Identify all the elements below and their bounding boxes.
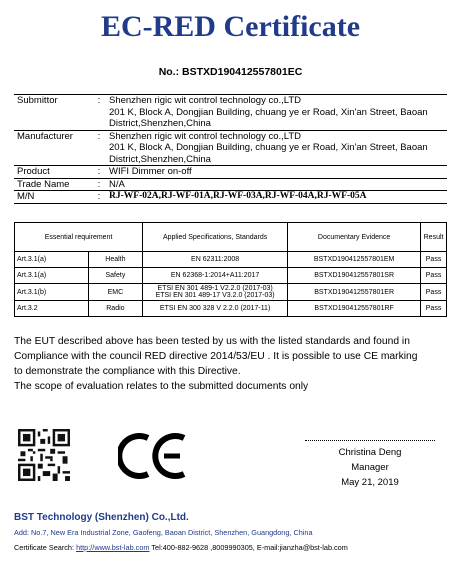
info-label: M/N	[17, 191, 35, 202]
certificate-search-line	[14, 543, 348, 552]
info-value-line: Shenzhen rigic wit control technology co.,LTD	[109, 95, 302, 106]
info-row	[14, 130, 447, 166]
info-colon: :	[97, 166, 101, 177]
documentary-evidence: BSTXD190412557801ER	[288, 284, 421, 301]
header-result: Result	[421, 223, 447, 252]
requirement-type: Safety	[88, 268, 142, 284]
requirement-type: Health	[88, 252, 142, 268]
info-label: Trade Name	[17, 178, 70, 190]
contact-info: Tel:400-882-9628 ,8009990305, E-mail:jianzha@bst-lab.com	[151, 543, 348, 552]
info-value-line: Shenzhen rigic wit control technology co.,LTD	[109, 130, 302, 142]
applied-specification	[143, 284, 288, 301]
specification-line: EN 62311:2008	[191, 256, 240, 263]
signature-block	[305, 440, 435, 490]
info-row	[14, 166, 447, 179]
applied-specification	[143, 268, 288, 284]
info-value	[106, 130, 447, 166]
header-applied-specifications: Applied Specifications, Standards	[143, 223, 288, 252]
requirement-type: EMC	[88, 284, 142, 301]
statement-paragraph	[14, 334, 454, 394]
info-colon: :	[97, 191, 101, 202]
company-address: Add: No.7, New Era Industrial Zone, Gaofeng, Baoan District, Shenzhen, Guangdong, China	[14, 528, 313, 537]
certificate-title: EC-RED Certificate	[100, 10, 361, 43]
specification-line: ETSI EN 300 328 V 2.2.0 (2017-11)	[159, 305, 271, 312]
certificate-number: No.: BSTXD190412557801EC	[158, 66, 303, 78]
info-colon: :	[97, 95, 101, 106]
requirement-article: Art.3.1(a)	[15, 252, 89, 268]
specification-line: ETSI EN 301 489-1 V2.2.0 (2017-03)	[157, 285, 273, 292]
requirement-type: Radio	[88, 301, 142, 317]
info-value-line: District,Shenzhen,China	[109, 118, 211, 129]
documentary-evidence: BSTXD190412557801EM	[288, 252, 421, 268]
statement-line: The EUT described above has been tested by us with the listed standards and found in	[14, 336, 410, 347]
info-row	[14, 95, 447, 131]
info-value-line: RJ-WF-02A,RJ-WF-01A,RJ-WF-03A,RJ-WF-04A,RJ-WF-05A	[109, 191, 367, 201]
info-colon: :	[97, 178, 101, 190]
info-label: Manufacturer	[17, 130, 73, 142]
info-row	[14, 178, 447, 191]
search-label: Certificate Search:	[14, 543, 75, 552]
result-value: Pass	[421, 284, 447, 301]
specification-line: ETSI EN 301 489-17 V3.2.0 (2017-03)	[155, 292, 275, 299]
signature-date: May 21, 2019	[341, 477, 399, 488]
info-label: Submittor	[17, 95, 58, 106]
applied-specification	[143, 252, 288, 268]
signatory-name: Christina Deng	[338, 447, 402, 458]
info-value-line: District,Shenzhen,China	[109, 153, 211, 165]
info-value	[106, 166, 447, 179]
header-documentary-evidence: Documentary Evidence	[288, 223, 421, 252]
applied-specification	[143, 301, 288, 317]
requirement-article: Art.3.1(b)	[15, 284, 89, 301]
info-colon: :	[97, 130, 101, 142]
statement-line: Compliance with the council RED directive 2014/53/EU . It is possible to use CE marking	[14, 351, 418, 362]
result-value: Pass	[421, 252, 447, 268]
search-url-link[interactable]: http://www.bst-lab.com	[76, 543, 150, 552]
qr-code	[18, 429, 70, 481]
info-value	[106, 191, 447, 204]
info-value	[106, 178, 447, 191]
result-value: Pass	[421, 301, 447, 317]
company-name: BST Technology (Shenzhen) Co.,Ltd.	[14, 512, 189, 523]
info-label: Product	[17, 166, 50, 177]
result-value: Pass	[421, 268, 447, 284]
info-value	[106, 95, 447, 131]
documentary-evidence: BSTXD190412557801SR	[288, 268, 421, 284]
header-essential-requirement: Essential requirement	[15, 223, 143, 252]
requirement-row	[15, 284, 447, 301]
info-value-line: WIFI Dimmer on-off	[109, 166, 192, 177]
requirement-article: Art.3.1(a)	[15, 268, 89, 284]
info-table	[14, 94, 447, 204]
requirement-article: Art.3.2	[15, 301, 89, 317]
requirement-row	[15, 268, 447, 284]
info-value-line: 201 K, Block A, Dongjian Building, chuang ye er Road, Xin'an Street, Baoan	[109, 142, 428, 153]
documentary-evidence: BSTXD190412557801RF	[288, 301, 421, 317]
statement-line: The scope of evaluation relates to the submitted documents only	[14, 381, 309, 392]
signatory-role: Manager	[351, 462, 389, 473]
requirements-table	[14, 222, 447, 317]
requirement-row	[15, 252, 447, 268]
specification-line: EN 62368-1:2014+A11:2017	[170, 272, 260, 279]
info-row	[14, 191, 447, 204]
info-value-line: 201 K, Block A, Dongjian Building, chuang ye er Road, Xin'an Street, Baoan	[109, 106, 428, 118]
ce-mark-icon	[118, 430, 188, 482]
info-value-line: N/A	[109, 178, 125, 190]
statement-line: to demonstrate the compliance with this Directive.	[14, 366, 241, 377]
requirement-row	[15, 301, 447, 317]
